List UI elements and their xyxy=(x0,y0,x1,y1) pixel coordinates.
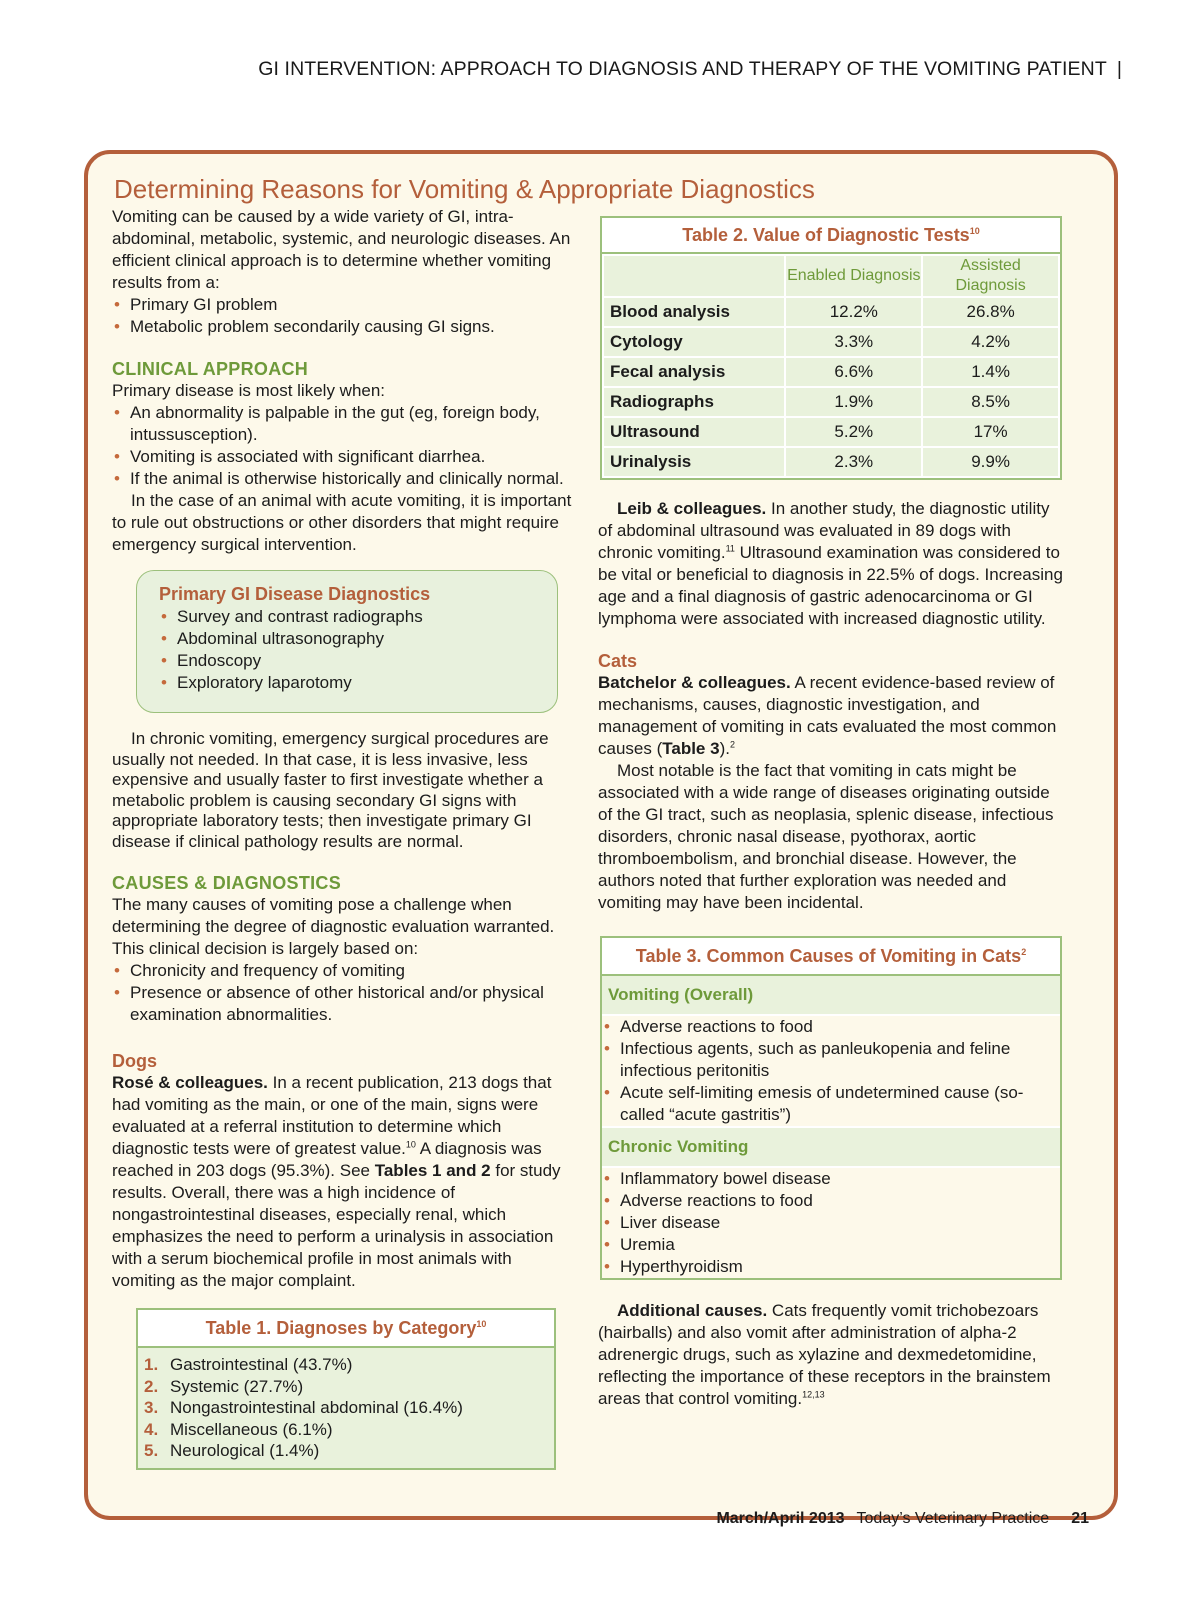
list-item: • Survey and contrast radiographs xyxy=(159,606,535,628)
list-item: • Adverse reactions to food xyxy=(602,1190,1060,1212)
right-column xyxy=(598,216,1064,1410)
rose-text-a: In a recent publication, 213 dogs that had vomiting as the main, or one of the main, signs were evaluated at a referral institution to determine which diagnostic tests were of greatest value. xyxy=(112,1073,552,1158)
list-item: • Acute self-limiting emesis of undetermined cause (so-called “acute gastritis”) xyxy=(602,1082,1060,1126)
list-item xyxy=(144,1419,554,1441)
table-1 xyxy=(136,1308,556,1470)
assisted-value: 4.2% xyxy=(922,327,1059,357)
table-3-reference: Table 3 xyxy=(662,739,720,758)
list-item: • Hyperthyroidism xyxy=(602,1256,1060,1278)
rose-text-b: A diagnosis was reached in 203 dogs (95.3%). See xyxy=(112,1139,542,1180)
sidebox-title: Primary GI Disease Diagnostics xyxy=(159,584,431,604)
list-item: • Endoscopy xyxy=(159,650,535,672)
assisted-value: 8.5% xyxy=(922,387,1059,417)
item-number: 3. xyxy=(144,1398,159,1417)
enabled-value: 6.6% xyxy=(785,357,922,387)
table-3 xyxy=(600,936,1062,1280)
reference-sup: 2 xyxy=(1021,947,1027,957)
table-2-title-text: Table 2. Value of Diagnostic Tests xyxy=(682,225,970,245)
table-3-title xyxy=(602,938,1060,976)
table-row xyxy=(603,447,1059,477)
row-label: Urinalysis xyxy=(603,447,785,477)
batchelor-text-b: ). xyxy=(719,739,730,758)
row-label: Cytology xyxy=(603,327,785,357)
causes-bullet-list xyxy=(112,960,576,1026)
list-item: • Metabolic problem secondarily causing GI signs. xyxy=(112,316,576,338)
additional-causes-paragraph xyxy=(598,1300,1064,1410)
column-header-enabled: Enabled Diagnosis xyxy=(785,255,922,297)
enabled-value: 12.2% xyxy=(785,297,922,327)
table-row xyxy=(603,387,1059,417)
reference-sup: 10 xyxy=(969,226,980,236)
cats-heading: Cats xyxy=(598,651,638,671)
running-head-text: GI INTERVENTION: APPROACH TO DIAGNOSIS AND THERAPY OF THE VOMITING PATIENT xyxy=(258,58,1107,80)
causes-heading: CAUSES & DIAGNOSTICS xyxy=(112,873,342,893)
running-head-divider: | xyxy=(1116,58,1122,80)
reference-sup: 10 xyxy=(476,1319,487,1329)
table-row xyxy=(603,327,1059,357)
issue-date: March/April 2013 xyxy=(716,1510,845,1527)
additional-text: Cats frequently vomit trichobezoars (hairballs) and also vomit after administration of alpha-2 adrenergic drugs, such as xylazine and dexmedetomidine, reflecting the importance of these receptors in the brainstem areas that control vomiting. xyxy=(598,1301,1051,1408)
page-footer xyxy=(716,1510,1089,1528)
row-label: Ultrasound xyxy=(603,417,785,447)
clinical-lead: Primary disease is most likely when: xyxy=(112,381,386,400)
item-number: 1. xyxy=(144,1355,159,1374)
leib-paragraph xyxy=(598,498,1064,630)
clinical-approach-heading: CLINICAL APPROACH xyxy=(112,359,309,379)
chronic-vomiting-heading: Chronic Vomiting xyxy=(602,1126,1060,1168)
list-item: • Chronicity and frequency of vomiting xyxy=(112,960,576,982)
assisted-value: 17% xyxy=(922,417,1059,447)
primary-gi-diagnostics-box xyxy=(136,570,558,713)
additional-lead: Additional causes. xyxy=(617,1301,768,1320)
reference-sup: 12,13 xyxy=(802,1389,825,1400)
table-row xyxy=(603,297,1059,327)
item-text: Neurological (1.4%) xyxy=(170,1441,320,1460)
row-label: Fecal analysis xyxy=(603,357,785,387)
acute-vomiting-paragraph: In the case of an animal with acute vomiting, it is important to rule out obstructions or other disorders that might require emergency surgical intervention. xyxy=(112,491,572,554)
list-item: • Adverse reactions to food xyxy=(602,1016,1060,1038)
header-spacer-cell xyxy=(603,255,785,297)
list-item xyxy=(144,1440,554,1462)
list-item: • If the animal is otherwise historically and clinically normal. xyxy=(112,468,576,490)
intro-paragraph: Vomiting can be caused by a wide variety of GI, intra-abdominal, metabolic, systemic, and neurologic diseases. An efficient clinical approach is to determine whether vomiting results from a: xyxy=(112,207,571,292)
causes-paragraph: The many causes of vomiting pose a challenge when determining the degree of diagnostic evaluation warranted. This clinical decision is largely based on: xyxy=(112,895,555,958)
item-number: 5. xyxy=(144,1441,159,1460)
reference-sup: 10 xyxy=(405,1139,416,1150)
vomiting-overall-heading: Vomiting (Overall) xyxy=(602,976,1060,1016)
list-item: • Vomiting is associated with significant diarrhea. xyxy=(112,446,576,468)
enabled-value: 2.3% xyxy=(785,447,922,477)
reference-sup: 2 xyxy=(729,739,735,750)
leib-text-a: In another study, the diagnostic utility of abdominal ultrasound was evaluated in 89 dogs with chronic vomiting. xyxy=(598,499,1050,562)
list-item: • Exploratory laparotomy xyxy=(159,672,535,694)
leib-text-b: Ultrasound examination was considered to be vital or beneficial to diagnosis in 22.5% of dogs. Increasing age and a final diagnosis of gastric adenocarcinoma or GI lymphoma were associated with increased diagnostic utility. xyxy=(598,543,1063,628)
item-number: 4. xyxy=(144,1419,159,1439)
article-box xyxy=(84,150,1118,1520)
sidebox-list xyxy=(159,606,535,694)
reference-sup: 11 xyxy=(725,543,735,554)
item-number: 2. xyxy=(144,1376,159,1396)
table-2-title xyxy=(602,218,1060,254)
batchelor-text-a: A recent evidence-based review of mechanisms, causes, diagnostic investigation, and management of vomiting in cats evaluated the most common causes ( xyxy=(598,673,1057,758)
clinical-bullet-list xyxy=(112,402,576,490)
list-item: • Inflammatory bowel disease xyxy=(602,1168,1060,1190)
table-row xyxy=(603,417,1059,447)
dogs-heading: Dogs xyxy=(112,1051,157,1071)
table-1-list xyxy=(138,1348,554,1468)
list-item: • Infectious agents, such as panleukopenia and feline infectious peritonitis xyxy=(602,1038,1060,1082)
assisted-value: 1.4% xyxy=(922,357,1059,387)
leib-lead: Leib & colleagues. xyxy=(617,499,767,518)
running-head xyxy=(0,58,1122,81)
list-item: • Primary GI problem xyxy=(112,294,576,316)
list-item: • Abdominal ultrasonography xyxy=(159,628,535,650)
row-label: Blood analysis xyxy=(603,297,785,327)
column-header-assisted: Assisted Diagnosis xyxy=(922,255,1059,297)
batchelor-paragraph xyxy=(598,672,1064,760)
list-item xyxy=(144,1354,554,1376)
table-2 xyxy=(600,216,1062,480)
table-2-grid xyxy=(602,254,1060,478)
table-3-title-text: Table 3. Common Causes of Vomiting in Cats xyxy=(635,946,1022,966)
left-column xyxy=(112,206,576,1470)
enabled-value: 1.9% xyxy=(785,387,922,417)
enabled-value: 3.3% xyxy=(785,327,922,357)
item-text: Nongastrointestinal abdominal (16.4%) xyxy=(170,1398,463,1417)
batchelor-lead: Batchelor & colleagues. xyxy=(598,673,791,692)
enabled-value: 5.2% xyxy=(785,417,922,447)
table-row xyxy=(603,357,1059,387)
list-item xyxy=(144,1376,554,1398)
page-number: 21 xyxy=(1071,1510,1089,1527)
list-item: • An abnormality is palpable in the gut (eg, foreign body, intussusception). xyxy=(112,402,576,446)
assisted-value: 26.8% xyxy=(922,297,1059,327)
list-item: • Liver disease xyxy=(602,1212,1060,1234)
rose-lead: Rosé & colleagues. xyxy=(112,1073,268,1092)
list-item xyxy=(144,1397,554,1419)
intro-bullet-list xyxy=(112,294,576,338)
table-header-row xyxy=(603,255,1059,297)
table-1-title xyxy=(138,1310,554,1348)
publication-name: Today’s Veterinary Practice xyxy=(856,1510,1050,1527)
tables-reference: Tables 1 and 2 xyxy=(374,1161,491,1180)
item-text: Systemic (27.7%) xyxy=(170,1376,304,1396)
chronic-causes-list xyxy=(602,1168,1060,1278)
chronic-vomiting-paragraph: In chronic vomiting, emergency surgical procedures are usually not needed. In that case, it is less invasive, less expensive and usually faster to first investigate whether a metabolic problem is causing secondary GI signs with appropriate laboratory tests; then investigate primary GI disease if clinical pathology results are normal. xyxy=(112,729,549,851)
item-text: Gastrointestinal (43.7%) xyxy=(170,1355,353,1374)
row-label: Radiographs xyxy=(603,387,785,417)
box-title: Determining Reasons for Vomiting & Appropriate Diagnostics xyxy=(114,174,815,204)
table-1-title-text: Table 1. Diagnoses by Category xyxy=(205,1318,477,1338)
list-item: • Uremia xyxy=(602,1234,1060,1256)
overall-causes-list xyxy=(602,1016,1060,1126)
rose-text-c: for study results. Overall, there was a high incidence of nongastrointestinal diseases, especially renal, which emphasizes the need to perform a urinalysis in association with a serum biochemical profile in most animals with vomiting as the major complaint. xyxy=(112,1161,561,1290)
rose-paragraph xyxy=(112,1072,576,1292)
assisted-value: 9.9% xyxy=(922,447,1059,477)
list-item: • Presence or absence of other historical and/or physical examination abnormalities. xyxy=(112,982,576,1026)
item-text: Miscellaneous (6.1%) xyxy=(170,1419,333,1439)
notable-paragraph: Most notable is the fact that vomiting in cats might be associated with a wide range of diseases originating outside of the GI tract, such as neoplasia, splenic disease, infectious disorders, chronic nasal disease, pyothorax, aortic thromboembolism, and bronchial disease. However, the authors noted that further exploration was needed and vomiting may have been incidental. xyxy=(598,761,1054,912)
